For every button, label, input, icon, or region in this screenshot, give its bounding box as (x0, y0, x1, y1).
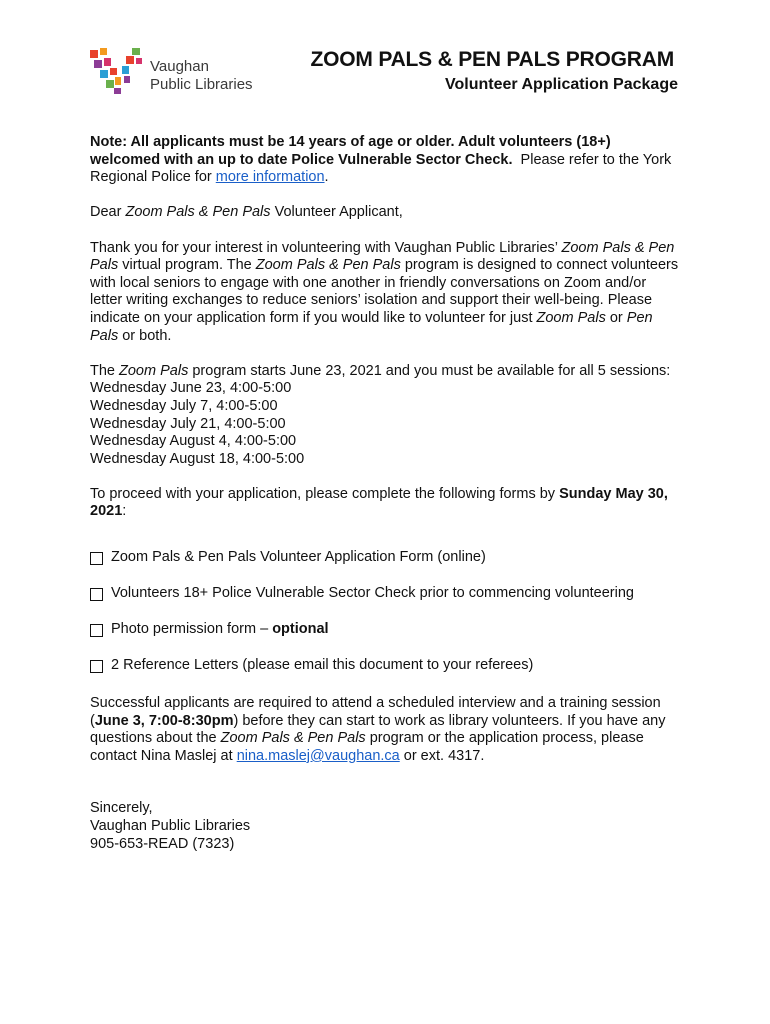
logo-line-1: Vaughan (150, 58, 209, 75)
session-date: Wednesday August 4, 4:00-5:00 (90, 433, 297, 450)
note-text: Please refer to the York Regional Police for (90, 151, 672, 186)
contact-email-link[interactable]: nina.maslej@vaughan.ca (236, 747, 400, 764)
signoff-line: Sincerely, (90, 800, 153, 817)
document-title: ZOOM PALS & PEN PALS PROGRAM (310, 48, 674, 71)
session-date: Wednesday June 23, 4:00-5:00 (90, 380, 292, 397)
checkbox[interactable] (90, 588, 103, 601)
forms-checklist (90, 549, 680, 675)
checkbox[interactable] (90, 552, 103, 565)
eligibility-note: Note: All applicants must be 14 years of age or older. Adult volunteers (18+) welcomed with an up to date Police Vulnerable Sector Check. Please refer to the York Regional Police for more information. (90, 134, 672, 186)
checklist-item: 2 Reference Letters (please email this document to your referees) (90, 657, 680, 675)
vaughan-public-libraries-logo (88, 46, 253, 96)
note-bold: Note: All applicants must be 14 years of age or older. Adult volunteers (18+) welcomed with an up to date Police Vulnerable Sector Check. (90, 134, 611, 168)
checkbox[interactable] (90, 624, 103, 637)
intro-paragraph: Thank you for your interest in volunteering with Vaughan Public Libraries’ Zoom Pals & Pen Pals virtual program. The Zoom Pals & Pen Pals program is designed to connect volunteers with local seniors to engage with one another in friendly conversations on Zoom and/or letter writing exchanges to reduce seniors’ isolation and support their well-being. Please indicate on your application form if you would like to volunteer for just Zoom Pals or Pen Pals or both. (90, 239, 679, 344)
document-subtitle: Volunteer Application Package (445, 76, 678, 93)
more-information-link[interactable]: more information (215, 169, 325, 186)
checklist-item: Zoom Pals & Pen Pals Volunteer Application Form (online) (90, 549, 680, 567)
logo-line-2: Public Libraries (150, 76, 253, 93)
checklist-item: Volunteers 18+ Police Vulnerable Sector Check prior to commencing volunteering (90, 585, 680, 603)
greeting: Dear Zoom Pals & Pen Pals Volunteer Applicant, (90, 204, 403, 221)
session-date: Wednesday August 18, 4:00-5:00 (90, 450, 305, 467)
session-date: Wednesday July 21, 4:00-5:00 (90, 415, 286, 432)
checkbox[interactable] (90, 660, 103, 673)
proceed-instructions: To proceed with your application, please complete the following forms by Sunday May 30, 2021: (90, 485, 668, 520)
interview-paragraph: Successful applicants are required to attend a scheduled interview and a training session (June 3, 7:00-8:30pm) before they can start to work as library volunteers. If you have any questions about the Zoom Pals & Pen Pals program or the application process, please contact Nina Maslej at nina.maslej@vaughan.ca or ext. 4317. (90, 695, 666, 764)
signature-block (90, 800, 680, 853)
schedule-intro: The Zoom Pals program starts June 23, 2021 and you must be available for all 5 sessions: (90, 362, 671, 379)
signoff-org: Vaughan Public Libraries (90, 818, 251, 835)
signoff-phone: 905-653-READ (7323) (90, 835, 235, 852)
logo-wordmark (150, 58, 253, 94)
checklist-item: Photo permission form – optional (90, 621, 680, 639)
session-date: Wednesday July 7, 4:00-5:00 (90, 397, 278, 414)
logo-v-mark-icon (88, 46, 148, 96)
schedule-section (90, 363, 680, 469)
letter-body (90, 134, 680, 853)
